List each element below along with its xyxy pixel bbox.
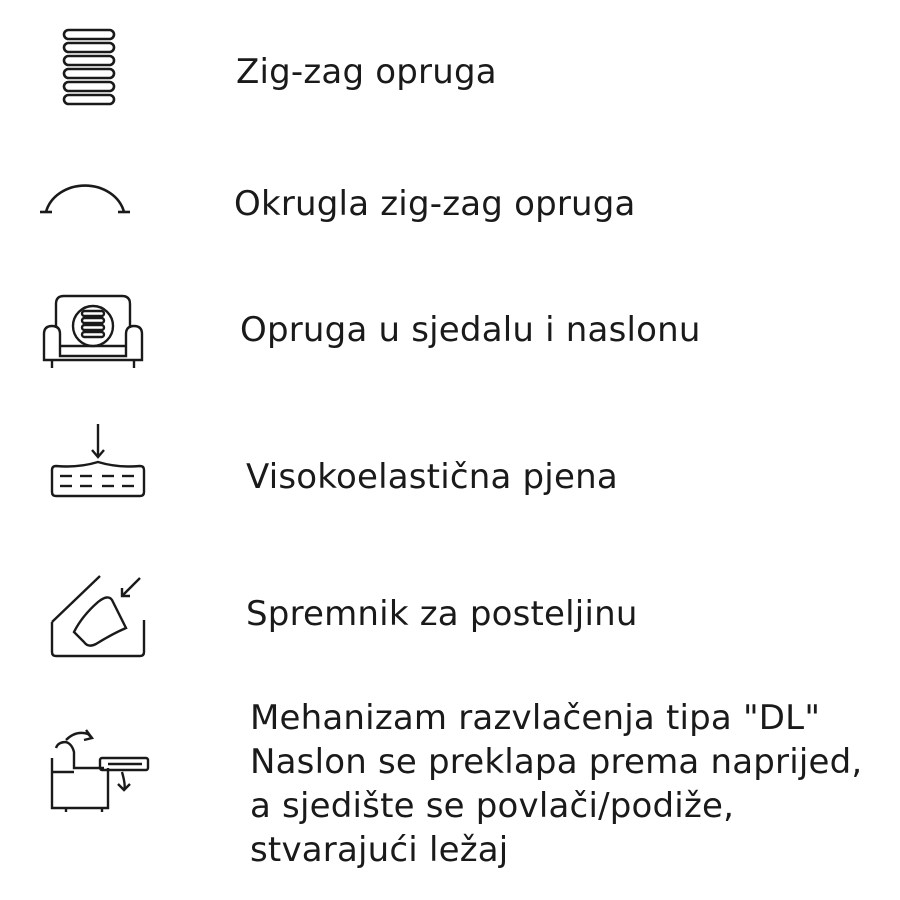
feature-label-line: stvarajući ležaj <box>250 830 509 870</box>
feature-label: Visokoelastična pjena <box>246 457 618 497</box>
foam-press-icon <box>48 422 148 498</box>
zigzag-spring-icon <box>58 28 118 112</box>
feature-label: Spremnik za posteljinu <box>246 594 638 634</box>
feature-label: Zig-zag opruga <box>236 52 497 92</box>
feature-label: Opruga u sjedalu i naslonu <box>240 310 701 350</box>
feature-label-line: Naslon se preklapa prema naprijed, <box>250 742 863 782</box>
armchair-spring-icon <box>40 294 146 370</box>
feature-label: Okrugla zig-zag opruga <box>234 184 636 224</box>
feature-label-line: Mehanizam razvlačenja tipa "DL" <box>250 698 821 738</box>
round-zigzag-spring-icon <box>40 176 132 216</box>
feature-label-line: a sjedište se povlači/podiže, <box>250 786 735 826</box>
storage-pillow-icon <box>48 572 148 658</box>
feature-label-multiline <box>250 696 890 872</box>
sofa-mechanism-icon <box>48 728 154 812</box>
